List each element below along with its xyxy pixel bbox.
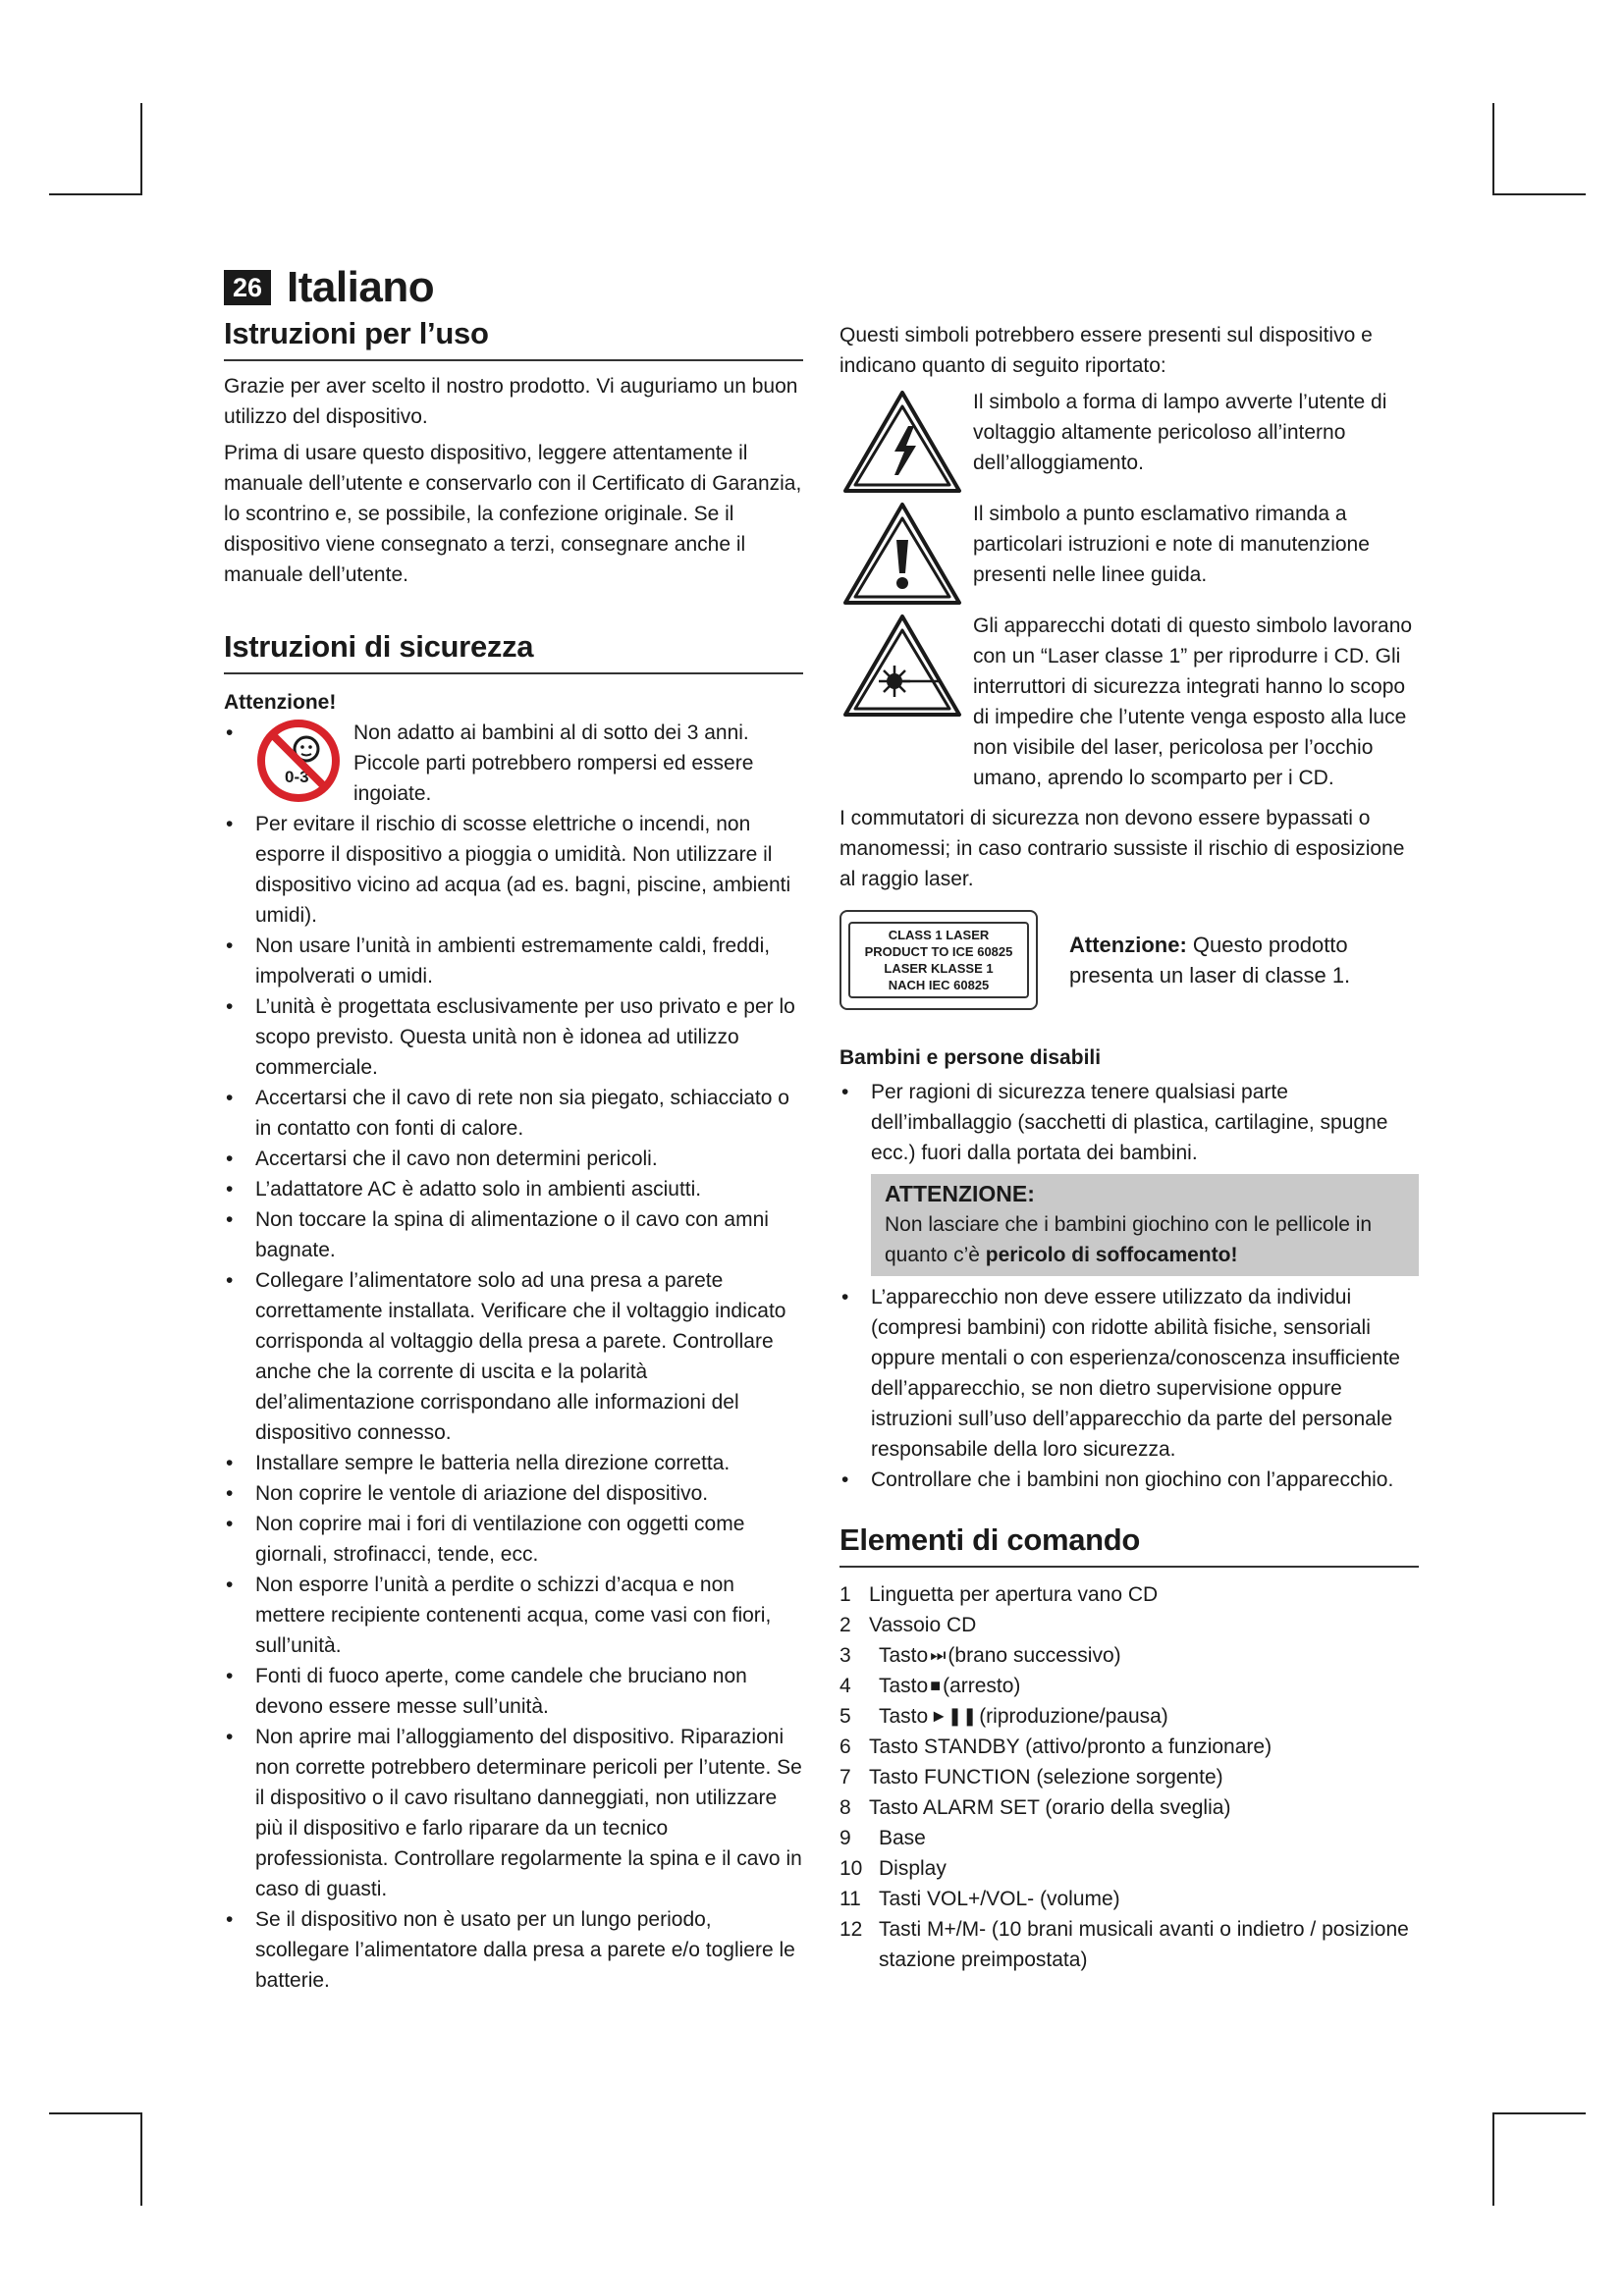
laser-row bbox=[839, 910, 1419, 1010]
control-item: 11 Tasti VOL+/VOL- (volume) bbox=[839, 1888, 1120, 1910]
control-item: 12 Tasti M+/M- (10 brani musicali avanti o indietro / posizione stazione preimpostata) bbox=[839, 1918, 1409, 1971]
laser-label-line: CLASS 1 LASER bbox=[888, 928, 990, 942]
list-item: • L’adattatore AC è adatto solo in ambienti asciutti. bbox=[224, 1174, 803, 1204]
control-item: 2 Vassoio CD bbox=[839, 1614, 977, 1636]
control-item: 3 Tasto ⏭ (brano successivo) bbox=[839, 1640, 1419, 1671]
warning-title: ATTENZIONE: bbox=[885, 1181, 1035, 1206]
attention-heading: Attenzione! bbox=[224, 691, 337, 714]
laser-label-line: NACH IEC 60825 bbox=[888, 978, 990, 992]
children-list bbox=[839, 1077, 1419, 1168]
bypass-note: I commutatori di sicurezza non devono essere bypassati o manomessi; in caso contrario sussiste il rischio di esposizione al raggio laser. bbox=[839, 807, 1405, 890]
list-item: • L’unità è progettata esclusivamente per uso privato e per lo scopo previsto. Questa unità non è idonea ad utilizzo commerciale. bbox=[224, 991, 803, 1083]
crop-mark bbox=[1492, 2112, 1494, 2206]
control-item: 1 Linguetta per apertura vano CD bbox=[839, 1583, 1159, 1606]
list-item bbox=[224, 718, 803, 809]
list-item: • Non usare l’unità in ambienti estremamente caldi, freddi, impolverati o umidi. bbox=[224, 931, 803, 991]
laser-label-line: PRODUCT TO ICE 60825 bbox=[864, 944, 1013, 959]
svg-text:0-3: • 0-3 bbox=[285, 768, 309, 786]
list-item: • Collegare l’alimentatore solo ad una presa a parete correttamente installata. Verificare che il voltaggio indicato corrisponda al voltaggio della presa a parete. Controllare anche che la corrente di uscita e la polarità del’alimentazione corrispondano alle informazioni del dispositivo connesso. bbox=[224, 1265, 803, 1448]
laser-warning-icon bbox=[839, 611, 965, 721]
control-item: 4 Tasto ■ (arresto) bbox=[839, 1671, 1419, 1701]
list-item: • Accertarsi che il cavo di rete non sia piegato, schiacciato o in contatto con fonti di calore. bbox=[224, 1083, 803, 1144]
lightning-warning-icon bbox=[839, 387, 965, 497]
section-title-usage: Istruzioni per l’uso bbox=[224, 316, 803, 361]
list-item: • Fonti di fuoco aperte, come candele che bruciano non devono essere messe sull’unità. bbox=[224, 1661, 803, 1722]
children-list bbox=[839, 1282, 1419, 1495]
no-children-under-3-icon bbox=[255, 718, 342, 804]
list-item: • Non coprire le ventole di ariazione del dispositivo. bbox=[224, 1478, 803, 1509]
crop-mark bbox=[140, 2112, 142, 2206]
symbol-row bbox=[839, 499, 1419, 609]
list-item: • Accertarsi che il cavo non determini pericoli. bbox=[224, 1144, 803, 1174]
next-track-icon: ⏭ bbox=[930, 1645, 947, 1665]
crop-mark bbox=[140, 103, 142, 195]
page-language: Italiano bbox=[287, 263, 435, 311]
list-item: • Se il dispositivo non è usato per un lungo periodo, scollegare l’alimentatore dalla presa a parete e/o togliere le batterie. bbox=[224, 1904, 803, 1996]
control-item: 7 Tasto FUNCTION (selezione sorgente) bbox=[839, 1766, 1223, 1789]
symbols-intro: Questi simboli potrebbero essere presenti sul dispositivo e indicano quanto di seguito riportato: bbox=[839, 324, 1373, 377]
safety-list bbox=[224, 718, 803, 1996]
play-pause-icon: ►❚❚ bbox=[930, 1706, 978, 1726]
warning-box bbox=[871, 1174, 1419, 1276]
control-item: 5 Tasto ►❚❚ (riproduzione/pausa) bbox=[839, 1701, 1419, 1732]
control-item: 8 Tasto ALARM SET (orario della sveglia) bbox=[839, 1796, 1231, 1819]
list-item: • Non coprire mai i fori di ventilazione con oggetti come giornali, strofinacci, tende, ecc. bbox=[224, 1509, 803, 1570]
exclamation-warning-icon bbox=[839, 499, 965, 609]
list-item: • Controllare che i bambini non giochino con l’apparecchio. bbox=[839, 1465, 1419, 1495]
crop-mark bbox=[1492, 2112, 1586, 2114]
controls-list bbox=[839, 1579, 1419, 1975]
laser-label-line: LASER KLASSE 1 bbox=[884, 961, 994, 976]
crop-mark bbox=[49, 193, 142, 195]
warning-text: Non lasciare che i bambini giochino con le pellicole in quanto c’è pericolo di soffocamento! bbox=[885, 1213, 1373, 1266]
symbol-row bbox=[839, 387, 1419, 497]
control-item: 10 Display bbox=[839, 1857, 947, 1880]
list-item: • Installare sempre le batteria nella direzione corretta. bbox=[224, 1448, 803, 1478]
stop-icon: ■ bbox=[930, 1676, 942, 1695]
page-header bbox=[224, 263, 434, 312]
symbol-text: Il simbolo a forma di lampo avverte l’utente di voltaggio altamente pericoloso all’interno dell’alloggiamento. bbox=[973, 391, 1387, 474]
section-title-safety: Istruzioni di sicurezza bbox=[224, 629, 803, 674]
symbol-row bbox=[839, 611, 1419, 793]
child-warning-text: Non adatto ai bambini al di sotto dei 3 anni. Piccole parti potrebbero rompersi ed essere ingoiate. bbox=[353, 721, 754, 805]
crop-mark bbox=[1492, 103, 1494, 195]
list-item: • Non toccare la spina di alimentazione o il cavo con amni bagnate. bbox=[224, 1204, 803, 1265]
usage-paragraph: Grazie per aver scelto il nostro prodotto. Vi auguriamo un buon utilizzo del dispositivo. bbox=[224, 375, 798, 428]
list-item: • Per ragioni di sicurezza tenere qualsiasi parte dell’imballaggio (sacchetti di plastica, cartilagine, spugne ecc.) fuori dalla portata dei bambini. bbox=[839, 1077, 1419, 1168]
laser-attention: Attenzione: Questo prodotto presenta un laser di classe 1. bbox=[1069, 933, 1351, 988]
page-number: 26 bbox=[224, 270, 271, 305]
crop-mark bbox=[49, 2112, 142, 2114]
crop-mark bbox=[1492, 193, 1586, 195]
control-item: 9 Base bbox=[839, 1827, 926, 1849]
right-column bbox=[839, 320, 1419, 1975]
usage-paragraph: Prima di usare questo dispositivo, leggere attentamente il manuale dell’utente e conservarlo con il Certificato di Garanzia, lo scontrino e, se possibile, la confezione originale. Se il dispositivo viene consegnato a terzi, consegnare anche il manuale dell’utente. bbox=[224, 442, 802, 586]
laser-class-label bbox=[839, 910, 1038, 1010]
list-item: • L’apparecchio non deve essere utilizzato da individui (compresi bambini) con ridotte abilità fisiche, sensoriali oppure mentali o con esperienza/conoscenza insufficiente dell’apparecchio, se non dietro supervisione oppure istruzioni sull’uso dell’apparecchio da parte del personale responsabile della loro sicurezza. bbox=[839, 1282, 1419, 1465]
children-heading: Bambini e persone disabili bbox=[839, 1046, 1102, 1069]
section-title-controls: Elementi di comando bbox=[839, 1522, 1419, 1568]
left-column bbox=[224, 316, 803, 1996]
control-item: 6 Tasto STANDBY (attivo/pronto a funzionare) bbox=[839, 1735, 1272, 1758]
list-item: • Non esporre l’unità a perdite o schizzi d’acqua e non mettere recipiente contenenti acqua, come vasi con fiori, sull’unità. bbox=[224, 1570, 803, 1661]
list-item: • Non aprire mai l’alloggiamento del dispositivo. Riparazioni non corrette potrebbero determinare pericoli per l’utente. Se il dispositivo o il cavo risultano danneggiati, non utilizzare più il dispositivo e farlo riparare da un tecnico professionista. Controllare regolarmente la spina e il cavo in caso di guasti. bbox=[224, 1722, 803, 1904]
symbol-text: Il simbolo a punto esclamativo rimanda a particolari istruzioni e note di manutenzione presenti nelle linee guida. bbox=[973, 503, 1370, 586]
child-warning bbox=[255, 718, 803, 809]
list-item: • Per evitare il rischio di scosse elettriche o incendi, non esporre il dispositivo a pioggia o umidità. Non utilizzare il dispositivo vicino ad acqua (ad es. bagni, piscine, ambienti umidi). bbox=[224, 809, 803, 931]
symbol-text: Gli apparecchi dotati di questo simbolo lavorano con un “Laser classe 1” per riprodurre i CD. Gli interruttori di sicurezza integrati hanno lo scopo di impedire che l’utente venga esposto alla luce non visibile del laser, pericolosa per l’occhio umano, aprendo lo scomparto per i CD. bbox=[973, 614, 1413, 789]
